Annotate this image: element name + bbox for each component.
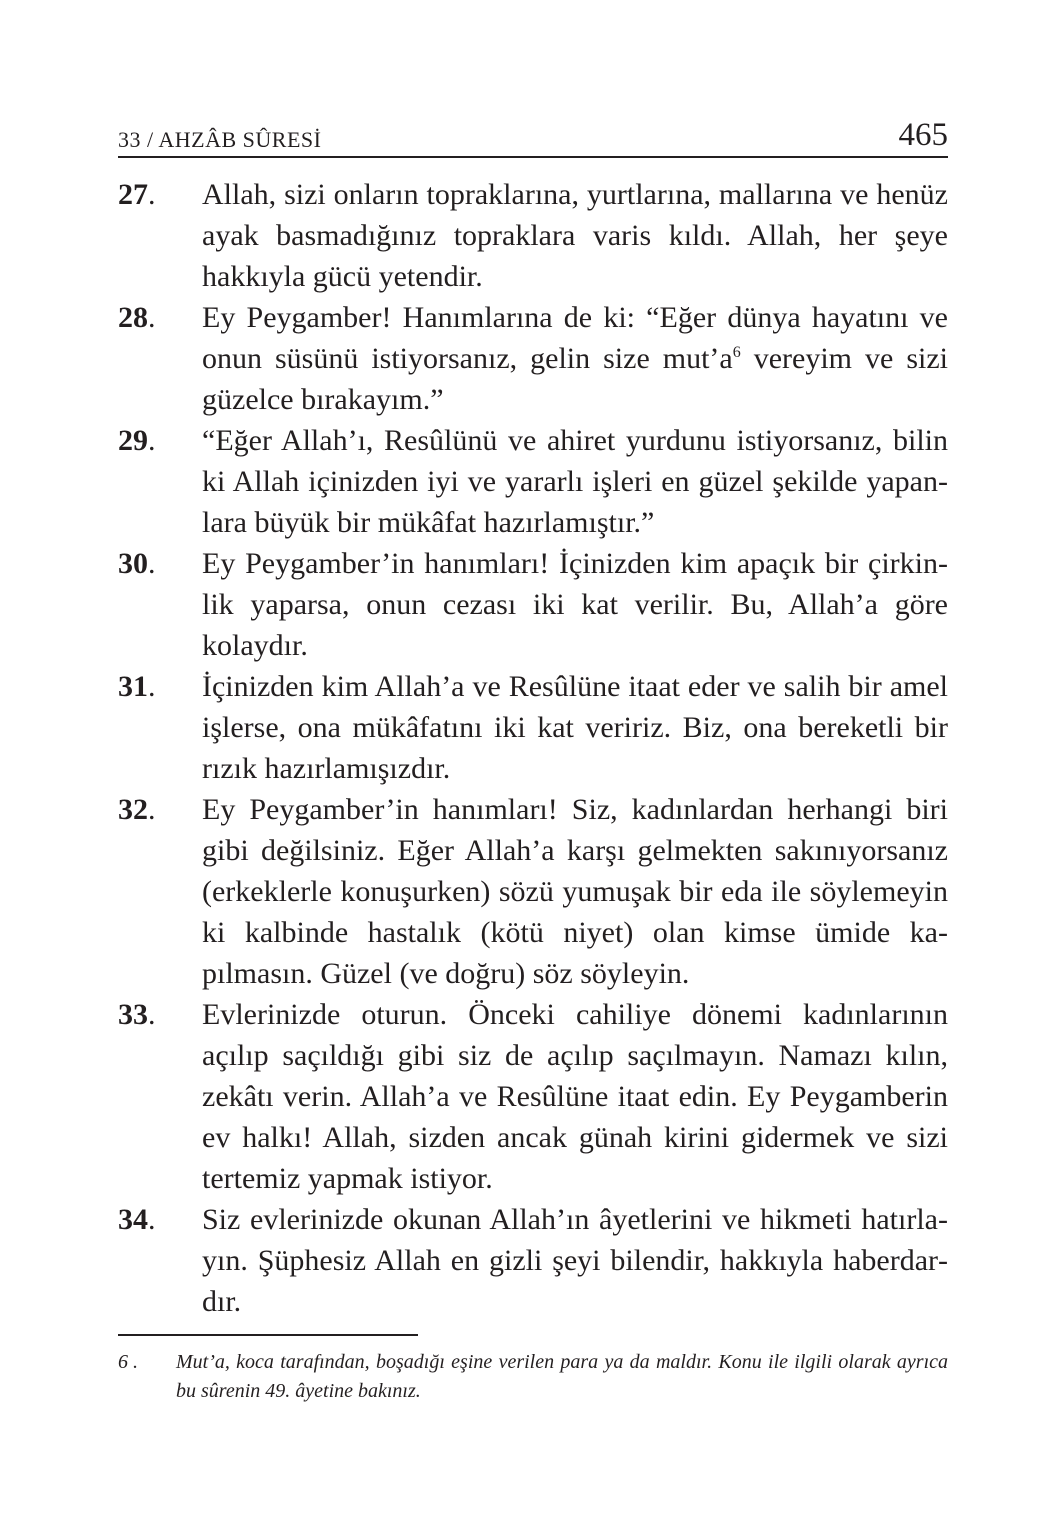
verse-text: Siz evlerinizde okunan Allah’ın âyetlerini ve hikmeti hatırlayın. Şüphesiz Allah en gizli şeyi bilendir, hakkıyla haberdardır.: [202, 1203, 948, 1318]
verse-number: 32.: [118, 793, 156, 826]
verse-text: İçinizden kim Allah’a ve Resûlüne itaat eder ve salih bir amel işlerse, ona mükâfatını iki kat veririz. Biz, ona bereketli bir rızık hazırlamışızdır.: [202, 670, 948, 785]
verse-number: 28.: [118, 301, 156, 334]
verse-number: 30.: [118, 547, 156, 580]
verse-32: [118, 789, 948, 994]
verse-text: Ey Peygamber’in hanımları! Siz, kadınlardan herhangi biri gibi değilsiniz. Eğer Allah’a karşı gelmekten sakınıyorsanız (erkeklerle konuşurken) sözü yumuşak bir eda ile söylemeyin ki kalbinde hastalık (kötü niyet) olan kimse ümide kapılmasın. Güzel (ve doğru) söz söyleyin.: [202, 793, 948, 990]
verse-number: 29.: [118, 424, 156, 457]
verse-33: [118, 994, 948, 1199]
verse-34: [118, 1199, 948, 1322]
verse-29: [118, 420, 948, 543]
running-head: 33 / AHZÂB SÛRESİ: [118, 127, 322, 152]
page-header: [118, 110, 948, 158]
verse-text: Ey Peygamber’in hanımları! İçinizden kim apaçık bir çirkinlik yaparsa, onun cezası iki kat verilir. Bu, Allah’a göre kolaydır.: [202, 547, 948, 662]
footnote-number: 6 .: [118, 1351, 138, 1373]
verse-27: [118, 174, 948, 297]
verse-number: 27.: [118, 178, 156, 211]
verse-text: Ey Peygamber! Hanımlarına de ki: “Eğer dünya hayatını ve onun süsünü istiyorsanız, gelin size $mut’a^6$ vereyim ve sizi güzelce bırakayım.”: [202, 301, 948, 416]
verse-31: [118, 666, 948, 789]
verse-text: “Eğer Allah’ı, Resûlünü ve ahiret yurdunu istiyorsanız, bilin ki Allah içinizden iyi ve yararlı işleri en güzel şekilde yapanlara büyük bir mükâfat hazırlamıştır.”: [202, 424, 948, 539]
footnote-divider: [118, 1334, 418, 1336]
verse-text: Allah, sizi onların topraklarına, yurtlarına, mallarına ve henüz ayak basmadığınız topraklara varis kıldı. Allah, her şeye hakkıyla gücü yetendir.: [202, 178, 948, 293]
verse-28: [118, 297, 948, 420]
verse-list: [118, 174, 948, 1322]
verse-text: Evlerinizde oturun. Önceki cahiliye dönemi kadınlarının açılıp saçıldığı gibi siz de açılıp saçılmayın. Namazı kılın, zekâtı verin. Allah’a ve Resûlüne itaat edin. Ey Peygamberin ev halkı! Allah, sizden ancak günah kirini gidermek ve sizi tertemiz yapmak istiyor.: [202, 998, 948, 1195]
verse-number: 31.: [118, 670, 156, 703]
page: [118, 110, 948, 1406]
footnote: [118, 1348, 948, 1406]
verse-30: [118, 543, 948, 666]
verse-number: 33.: [118, 998, 156, 1031]
footnote-reference: 6: [732, 344, 741, 361]
page-number: 465: [898, 117, 948, 153]
footnote-text: Mut’a, koca tarafından, boşadığı eşine verilen para ya da maldır. Konu ile ilgili olarak ayrıca bu sûrenin 49. âyetine bakınız.: [176, 1351, 948, 1402]
verse-number: 34.: [118, 1203, 156, 1236]
